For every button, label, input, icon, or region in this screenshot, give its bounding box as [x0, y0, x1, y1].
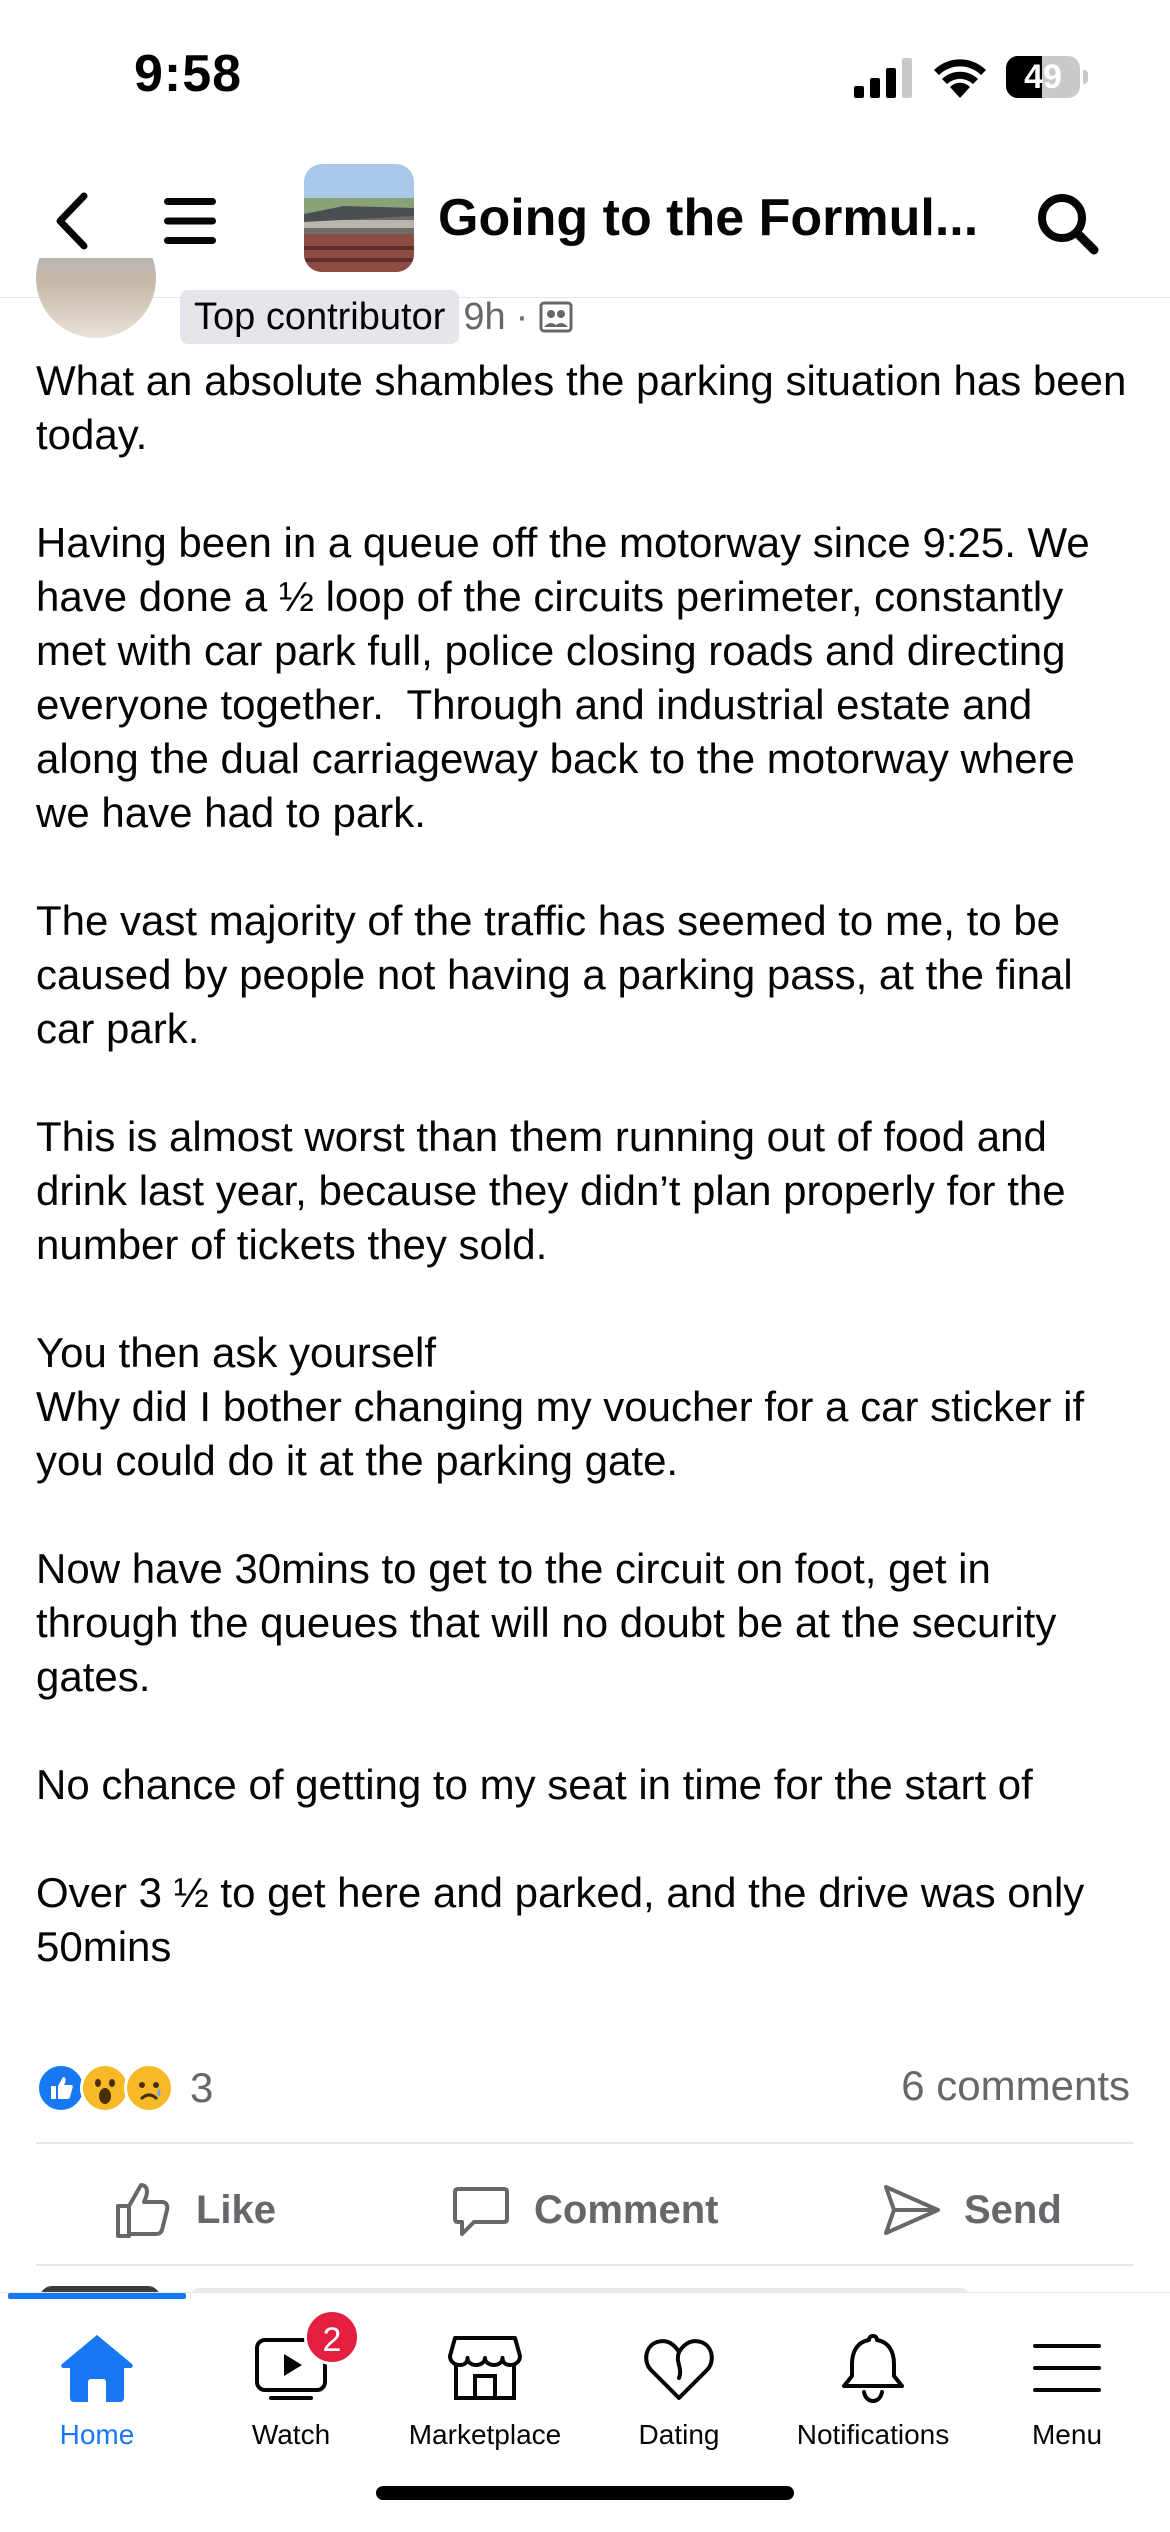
hamburger-icon — [164, 198, 216, 244]
group-header — [0, 150, 1170, 298]
racetrack-photo — [304, 164, 414, 272]
post-actions — [0, 2160, 1170, 2260]
home-indicator — [376, 2486, 794, 2500]
post-meta — [180, 290, 574, 344]
cellular-signal-icon — [854, 58, 912, 98]
reaction-count: 3 — [190, 2064, 214, 2111]
battery-icon — [1006, 56, 1086, 98]
comment-icon — [450, 2179, 512, 2241]
comment-button[interactable] — [450, 2160, 718, 2260]
tab-watch[interactable] — [194, 2323, 388, 2473]
notification-badge: 2 — [304, 2309, 360, 2365]
author-avatar[interactable] — [36, 258, 156, 338]
group-privacy-icon — [538, 299, 574, 335]
tab-label: Notifications — [796, 2419, 950, 2450]
menu-icon — [1029, 2332, 1105, 2404]
battery-level: 49 — [1024, 58, 1062, 96]
home-icon — [59, 2332, 135, 2404]
like-reaction-icon — [36, 2063, 86, 2113]
send-label: Send — [964, 2187, 1062, 2232]
chevron-left-icon — [52, 192, 92, 250]
tab-notifications[interactable] — [776, 2323, 970, 2473]
tab-dating[interactable] — [582, 2323, 776, 2473]
post-text: What an absolute shambles the parking situation has been today. Having been in a queue off the motorway since 9:25. We have done a ½ loop of the circuits perimeter, constantly met with car park full, police closing roads and directing everyone together. Through and industrial estate and along the dual carriageway back to the motorway where we have had to park. The vast majority of the traffic has seemed to me, to be caused by people not having a parking pass, at the final car park. This is almost worst than them running out of food and drink last year, because they didn’t plan properly for the number of tickets they sold. You then ask yourself Why did I bother changing my voucher for a car sticker if you could do it at the parking gate. Now have 30mins to get to the circuit on foot, get in through the queues that will no doubt be at the security gates. No chance of getting to my seat in time for the start of Over 3 ½ to get here and parked, and the drive was only 50mins — [36, 357, 1127, 1970]
dating-icon — [641, 2332, 717, 2404]
comments-count-link[interactable]: 6 comments — [901, 2062, 1130, 2109]
search-button[interactable] — [1030, 186, 1106, 262]
group-cover-thumbnail[interactable] — [304, 164, 414, 272]
top-contributor-badge[interactable]: Top contributor — [180, 290, 459, 344]
status-time: 9:58 — [134, 45, 243, 103]
divider — [36, 2142, 1134, 2144]
meta-separator: · — [515, 295, 529, 338]
tab-label: Menu — [1031, 2419, 1103, 2450]
like-button[interactable] — [112, 2160, 276, 2260]
tab-label: Watch — [251, 2419, 331, 2450]
tab-marketplace[interactable] — [388, 2323, 582, 2473]
tab-menu[interactable] — [970, 2323, 1164, 2473]
comment-label: Comment — [534, 2187, 719, 2232]
send-icon — [880, 2179, 942, 2241]
marketplace-icon — [447, 2332, 523, 2404]
like-label: Like — [196, 2187, 277, 2232]
bell-icon — [835, 2332, 911, 2404]
tab-label: Dating — [638, 2419, 720, 2450]
divider — [36, 2264, 1134, 2266]
active-tab-indicator — [8, 2293, 186, 2299]
sad-reaction-icon — [124, 2063, 174, 2113]
post-timestamp[interactable]: 9h — [463, 295, 506, 338]
search-icon — [1036, 192, 1100, 256]
group-title[interactable]: Going to the Formul... — [438, 189, 979, 247]
tab-label: Marketplace — [408, 2419, 562, 2450]
tab-home[interactable] — [0, 2323, 194, 2473]
wow-reaction-icon — [80, 2063, 130, 2113]
status-bar — [0, 0, 1170, 150]
reaction-summary[interactable] — [36, 2060, 213, 2116]
tab-label: Home — [59, 2419, 135, 2450]
back-button[interactable] — [42, 186, 102, 256]
group-menu-button[interactable] — [160, 186, 220, 256]
send-button[interactable] — [880, 2160, 1062, 2260]
wifi-icon — [932, 54, 988, 98]
thumbs-up-icon — [112, 2179, 174, 2241]
